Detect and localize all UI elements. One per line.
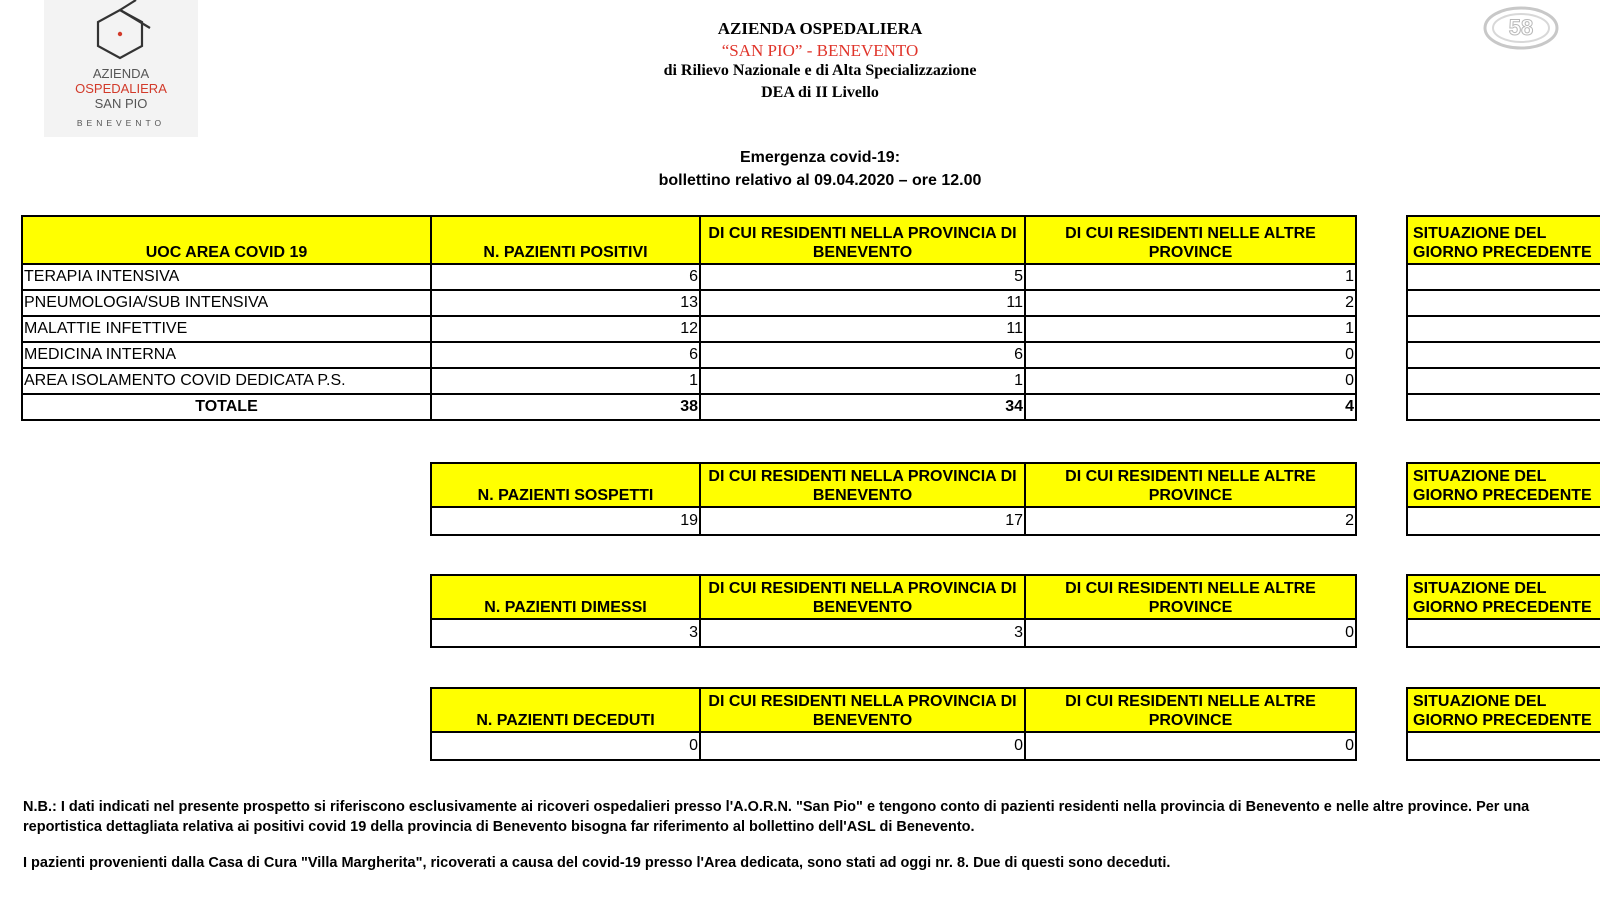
header-bn: DI CUI RESIDENTI NELLA PROVINCIA DI BENEVENTO xyxy=(700,688,1025,732)
value-bn: 3 xyxy=(700,619,1025,647)
row-other: 0 xyxy=(1025,342,1356,368)
value-other: 0 xyxy=(1025,619,1356,647)
previous-day-positive-table xyxy=(1406,215,1600,421)
table-row xyxy=(22,342,1356,368)
previous-day-deceased-table xyxy=(1406,687,1600,761)
header-total: N. PAZIENTI DECEDUTI xyxy=(431,688,700,732)
value-total: 19 xyxy=(431,507,700,535)
row-other: 1 xyxy=(1025,316,1356,342)
row-bn: 1 xyxy=(700,368,1025,394)
table-row xyxy=(22,290,1356,316)
total-total: 38 xyxy=(431,394,700,420)
previous-day-header: SITUAZIONE DEL GIORNO PRECEDENTE xyxy=(1407,463,1600,507)
row-label: PNEUMOLOGIA/SUB INTENSIVA xyxy=(22,290,431,316)
org-subtitle: “SAN PIO” - BENEVENTO xyxy=(721,41,919,60)
row-other: 2 xyxy=(1025,290,1356,316)
previous-day-discharged-table xyxy=(1406,574,1600,648)
villa-margherita-note: I pazienti provenienti dalla Casa di Cura "Villa Margherita", ricoverati a causa del covid-19 presso l'Area dedicata, sono stati ad oggi nr. 8. Due di questi sono deceduti. xyxy=(23,855,1171,871)
row-other: 1 xyxy=(1025,264,1356,290)
previous-day-cell xyxy=(1407,290,1600,316)
total-row xyxy=(22,394,1356,420)
channel-watermark xyxy=(1482,4,1560,52)
row-bn: 5 xyxy=(700,264,1025,290)
channel-logo-icon xyxy=(1482,4,1560,52)
header-other: DI CUI RESIDENTI NELLE ALTRE PROVINCE xyxy=(1025,216,1356,264)
row-bn: 11 xyxy=(700,316,1025,342)
row-label: MEDICINA INTERNA xyxy=(22,342,431,368)
previous-day-header: SITUAZIONE DEL GIORNO PRECEDENTE xyxy=(1407,216,1600,264)
suspected-patients-table xyxy=(430,462,1357,536)
row-bn: 6 xyxy=(700,342,1025,368)
total-other: 4 xyxy=(1025,394,1356,420)
org-description: di Rilievo Nazionale e di Alta Specializzazione xyxy=(663,62,977,79)
bulletin-date: bollettino relativo al 09.04.2020 – ore 12.00 xyxy=(658,172,982,189)
nb-note: N.B.: I dati indicati nel presente prospetto si riferiscono esclusivamente ai ricoveri ospedalieri presso l'A.O.R.N. "San Pio" e tengono conto di pazienti residenti nella provincia di Benevento e nelle altre province. Per una reportistica dettagliata relativa ai positivi covid 19 della provincia di Benevento bisogna far riferimento al bollettino dell'ASL di Benevento. xyxy=(23,799,1530,835)
value-other: 0 xyxy=(1025,732,1356,760)
header-other: DI CUI RESIDENTI NELLE ALTRE PROVINCE xyxy=(1025,575,1356,619)
total-bn: 34 xyxy=(700,394,1025,420)
positive-patients-table xyxy=(21,215,1357,421)
total-label: TOTALE xyxy=(22,394,431,420)
header-bn: DI CUI RESIDENTI NELLA PROVINCIA DI BENEVENTO xyxy=(700,575,1025,619)
previous-day-cell xyxy=(1407,507,1600,535)
value-other: 2 xyxy=(1025,507,1356,535)
value-bn: 17 xyxy=(700,507,1025,535)
table-row xyxy=(431,619,1356,647)
watermark-number: 58 xyxy=(1508,15,1534,40)
deceased-patients-table xyxy=(430,687,1357,761)
previous-day-cell xyxy=(1407,619,1600,647)
table-row xyxy=(431,732,1356,760)
row-total: 1 xyxy=(431,368,700,394)
previous-day-header: SITUAZIONE DEL GIORNO PRECEDENTE xyxy=(1407,688,1600,732)
logo-text-san-pio: SAN PIO xyxy=(94,96,148,111)
row-total: 6 xyxy=(431,264,700,290)
header-bn: DI CUI RESIDENTI NELLA PROVINCIA DI BENEVENTO xyxy=(700,463,1025,507)
value-total: 0 xyxy=(431,732,700,760)
logo-text-azienda: AZIENDA xyxy=(92,66,150,81)
row-total: 13 xyxy=(431,290,700,316)
org-title: AZIENDA OSPEDALIERA xyxy=(717,19,923,38)
row-total: 12 xyxy=(431,316,700,342)
previous-day-suspected-table xyxy=(1406,462,1600,536)
hexagon-logo-icon xyxy=(92,0,152,62)
value-total: 3 xyxy=(431,619,700,647)
table-row xyxy=(22,316,1356,342)
row-label: MALATTIE INFETTIVE xyxy=(22,316,431,342)
row-total: 6 xyxy=(431,342,700,368)
table-header-row xyxy=(22,216,1356,264)
header-other: DI CUI RESIDENTI NELLE ALTRE PROVINCE xyxy=(1025,463,1356,507)
previous-day-cell xyxy=(1407,394,1600,420)
previous-day-cell xyxy=(1407,342,1600,368)
org-level: DEA di II Livello xyxy=(761,84,879,101)
logo-text-benevento: BENEVENTO xyxy=(76,118,166,128)
previous-day-cell xyxy=(1407,264,1600,290)
previous-day-cell xyxy=(1407,316,1600,342)
previous-day-cell xyxy=(1407,368,1600,394)
value-bn: 0 xyxy=(700,732,1025,760)
previous-day-cell xyxy=(1407,732,1600,760)
table-row xyxy=(431,507,1356,535)
table-row xyxy=(22,264,1356,290)
header-other: DI CUI RESIDENTI NELLE ALTRE PROVINCE xyxy=(1025,688,1356,732)
previous-day-header: SITUAZIONE DEL GIORNO PRECEDENTE xyxy=(1407,575,1600,619)
row-label: TERAPIA INTENSIVA xyxy=(22,264,431,290)
header-bn: DI CUI RESIDENTI NELLA PROVINCIA DI BENEVENTO xyxy=(700,216,1025,264)
table-row xyxy=(22,368,1356,394)
row-label: AREA ISOLAMENTO COVID DEDICATA P.S. xyxy=(22,368,431,394)
header-total: N. PAZIENTI DIMESSI xyxy=(431,575,700,619)
header-area: UOC AREA COVID 19 xyxy=(22,216,431,264)
bulletin-title: Emergenza covid-19: xyxy=(739,149,901,166)
discharged-patients-table xyxy=(430,574,1357,648)
header-total: N. PAZIENTI SOSPETTI xyxy=(431,463,700,507)
logo-text-ospedaliera: OSPEDALIERA xyxy=(75,81,167,96)
row-bn: 11 xyxy=(700,290,1025,316)
hospital-logo xyxy=(44,0,198,137)
row-other: 0 xyxy=(1025,368,1356,394)
header-total: N. PAZIENTI POSITIVI xyxy=(431,216,700,264)
